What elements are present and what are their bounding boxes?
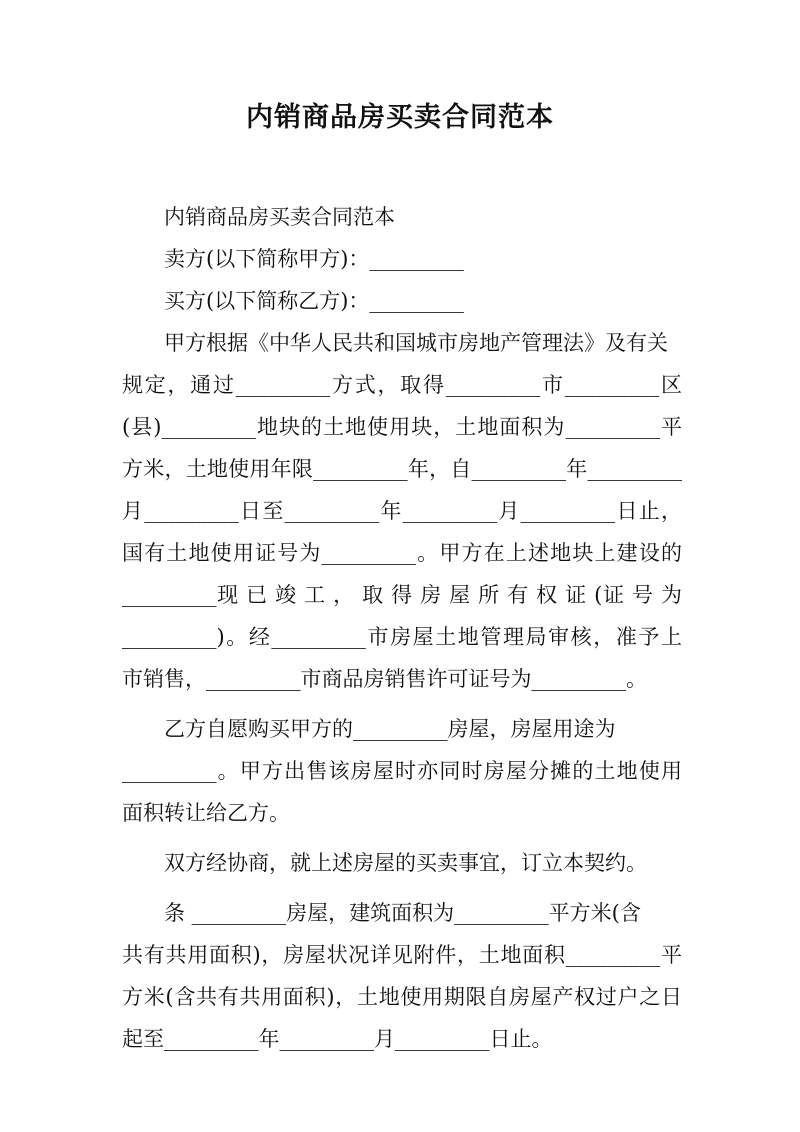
paragraph-line: 条 _________房屋，建筑面积为_________平方米(含 xyxy=(164,901,641,925)
paragraph-line: 共有共用面积)，房屋状况详见附件，土地面积_________平 xyxy=(122,943,682,967)
document-title: 内销商品房买卖合同范本 xyxy=(246,102,554,133)
subtitle-line: 内销商品房买卖合同范本 xyxy=(164,205,395,229)
paragraph-line: 国有土地使用证号为_________。甲方在上述地块上建设的 xyxy=(122,541,682,565)
paragraph-line: 双方经协商，就上述房屋的买卖事宜，订立本契约。 xyxy=(164,851,647,875)
document-body xyxy=(122,196,682,1060)
paragraph-line: 月_________日至_________年_________月_________日止， xyxy=(122,499,682,523)
paragraph-line: 乙方自愿购买甲方的_________房屋，房屋用途为 xyxy=(164,717,616,741)
paragraph-line: _________现 已 竣 工 ， 取 得 房 屋 所 有 权 证 (证 号 为 xyxy=(122,583,682,607)
paragraph-line: (县)_________地块的土地使用块，土地面积为_________平 xyxy=(122,415,682,439)
paragraph-line: 起至_________年_________月_________日止。 xyxy=(122,1027,553,1051)
buyer-line: 买方(以下简称乙方)：_________ xyxy=(164,289,464,313)
paragraph-line: 甲方根据《中华人民共和国城市房地产管理法》及有关 xyxy=(164,331,668,355)
paragraph-line: 方米(含共有共用面积)，土地使用期限自房屋产权过户之日 xyxy=(122,985,682,1009)
paragraph-line: 方米，土地使用年限_________年，自_________年_________ xyxy=(122,457,682,481)
paragraph-line: _________)。经_________市房屋土地管理局审核，准予上 xyxy=(122,625,682,649)
paragraph-line: 面积转让给乙方。 xyxy=(122,801,290,825)
paragraph-line: 规定，通过_________方式，取得_________市_________区 xyxy=(122,373,682,397)
seller-line: 卖方(以下简称甲方)：_________ xyxy=(164,247,464,271)
paragraph-line: _________。甲方出售该房屋时亦同时房屋分摊的土地使用 xyxy=(122,759,682,783)
paragraph-line: 市销售，_________市商品房销售许可证号为_________。 xyxy=(122,667,647,691)
